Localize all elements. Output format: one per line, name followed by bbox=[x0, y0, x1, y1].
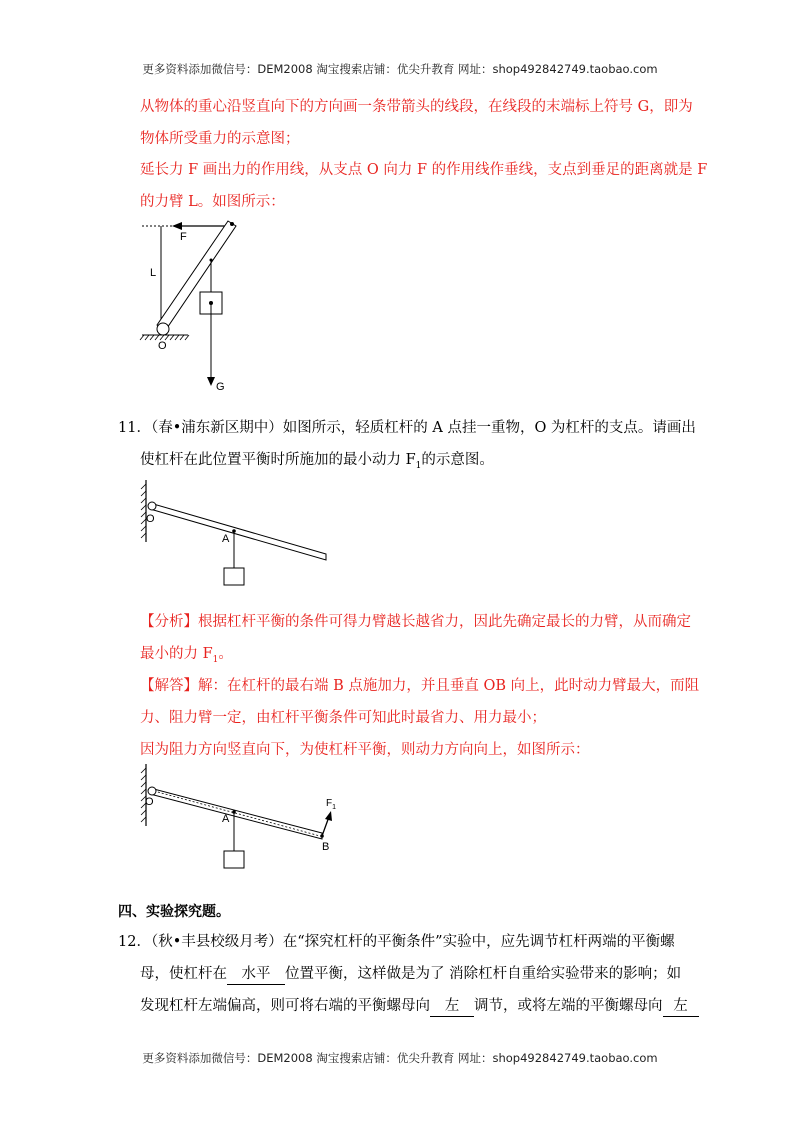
prev-answer-line-4: 的力臂 L。如图所示： bbox=[140, 194, 285, 210]
analysis-line-2-pre: 最小的力 F bbox=[140, 646, 213, 662]
q12-line-2 bbox=[140, 964, 700, 985]
solution-tag: 【解答】 bbox=[140, 678, 198, 694]
solution-line-1 bbox=[140, 676, 700, 696]
label-L: L bbox=[150, 267, 157, 279]
analysis-line-2-post: 。 bbox=[218, 646, 233, 662]
solution-lever-figure bbox=[136, 760, 346, 875]
q12-line-3 bbox=[140, 996, 700, 1017]
label-F1-sub: 1 bbox=[332, 804, 337, 811]
label-O: O bbox=[145, 796, 154, 808]
q11-lever-figure bbox=[136, 478, 336, 590]
q12-line-2-a: 母，使杠杆在 bbox=[140, 966, 227, 982]
hanging-block bbox=[224, 568, 244, 585]
gravity-arrow-head bbox=[207, 377, 215, 386]
pivot-circle bbox=[148, 787, 156, 795]
pivot-circle bbox=[157, 323, 169, 335]
label-F1 bbox=[326, 798, 336, 811]
label-B: B bbox=[322, 841, 330, 853]
page-header: 更多资料添加微信号：DEM2008 淘宝搜索店铺：优尖升教育 网址：shop492842749.taobao.com bbox=[142, 62, 658, 76]
q12-line-3-b: 调节，或将左端的平衡螺母向 bbox=[474, 998, 663, 1014]
prev-answer-line-3: 延长力 F 画出力的作用线，从支点 O 向力 F 的作用线作垂线，支点到垂足的距离就是 F bbox=[140, 162, 708, 178]
lever-top-pin bbox=[230, 222, 234, 226]
label-O: O bbox=[158, 340, 167, 352]
q11-line-2-post: 的示意图。 bbox=[421, 452, 494, 468]
solution-text-1: 解：在杠杆的最右端 B 点施加力，并且垂直 OB 向上，此时动力臂最大，而阻 bbox=[198, 678, 700, 694]
analysis-line-2 bbox=[140, 644, 700, 670]
label-O: O bbox=[146, 513, 155, 525]
prev-answer-line-1: 从物体的重心沿竖直向下的方向画一条带箭头的线段，在线段的末端标上符号 G，即为 bbox=[140, 99, 693, 115]
label-A: A bbox=[222, 813, 230, 825]
q11-line-2 bbox=[140, 450, 700, 476]
q11-line-2-pre: 使杠杆在此位置平衡时所施加的最小动力 F bbox=[140, 452, 416, 468]
analysis-tag: 【分析】 bbox=[140, 614, 198, 630]
label-F: F bbox=[180, 231, 187, 243]
analysis-line-2-sub: 1 bbox=[212, 654, 219, 665]
lever-force-arm-figure bbox=[130, 212, 260, 397]
force-F1-head bbox=[325, 811, 332, 821]
wall-hatch bbox=[141, 484, 146, 538]
solution-line-2: 力、阻力臂一定，由杠杆平衡条件可知此时最省力、用力最小； bbox=[140, 710, 546, 726]
wall-hatch bbox=[141, 768, 146, 822]
lever-rod bbox=[150, 503, 326, 560]
label-G: G bbox=[216, 381, 225, 393]
page-footer: 更多资料添加微信号：DEM2008 淘宝搜索店铺：优尖升教育 网址：shop492842749.taobao.com bbox=[142, 1051, 658, 1065]
analysis-text-1: 根据杠杆平衡的条件可得力臂越长越省力，因此先确定最长的力臂，从而确定 bbox=[198, 614, 691, 630]
hanging-block bbox=[224, 851, 244, 868]
section-4-title: 四、实验探究题。 bbox=[118, 904, 230, 920]
q11-line-2-sub: 1 bbox=[415, 460, 422, 471]
analysis-line-1 bbox=[140, 612, 700, 632]
q12-blank-3: 左 bbox=[663, 996, 699, 1017]
label-A: A bbox=[222, 533, 230, 545]
q12-line-3-a: 发现杠杆左端偏高，则可将右端的平衡螺母向 bbox=[140, 998, 430, 1014]
solution-line-3: 因为阻力方向竖直向下，为使杠杆平衡，则动力方向向上，如图所示： bbox=[140, 742, 590, 758]
q12-blank-1: 水平 bbox=[227, 964, 285, 985]
label-F1-main: F bbox=[326, 798, 333, 809]
lever-rod bbox=[157, 221, 236, 331]
q11-line-1: 11．（春•浦东新区期中）如图所示，轻质杠杆的 A 点挂一重物，O 为杠杆的支点。请画出 bbox=[118, 420, 696, 436]
pivot-circle bbox=[148, 502, 156, 510]
q12-line-2-b: 位置平衡，这样做是为了 消除杠杆自重给实验带来的影响；如 bbox=[285, 966, 682, 982]
force-arrow-head bbox=[172, 222, 182, 230]
q12-blank-2: 左 bbox=[430, 996, 474, 1017]
q12-line-1: 12．（秋•丰县校级月考）在“探究杠杆的平衡条件”实验中，应先调节杠杆两端的平衡螺 bbox=[118, 934, 675, 950]
prev-answer-line-2: 物体所受重力的示意图； bbox=[140, 131, 300, 147]
